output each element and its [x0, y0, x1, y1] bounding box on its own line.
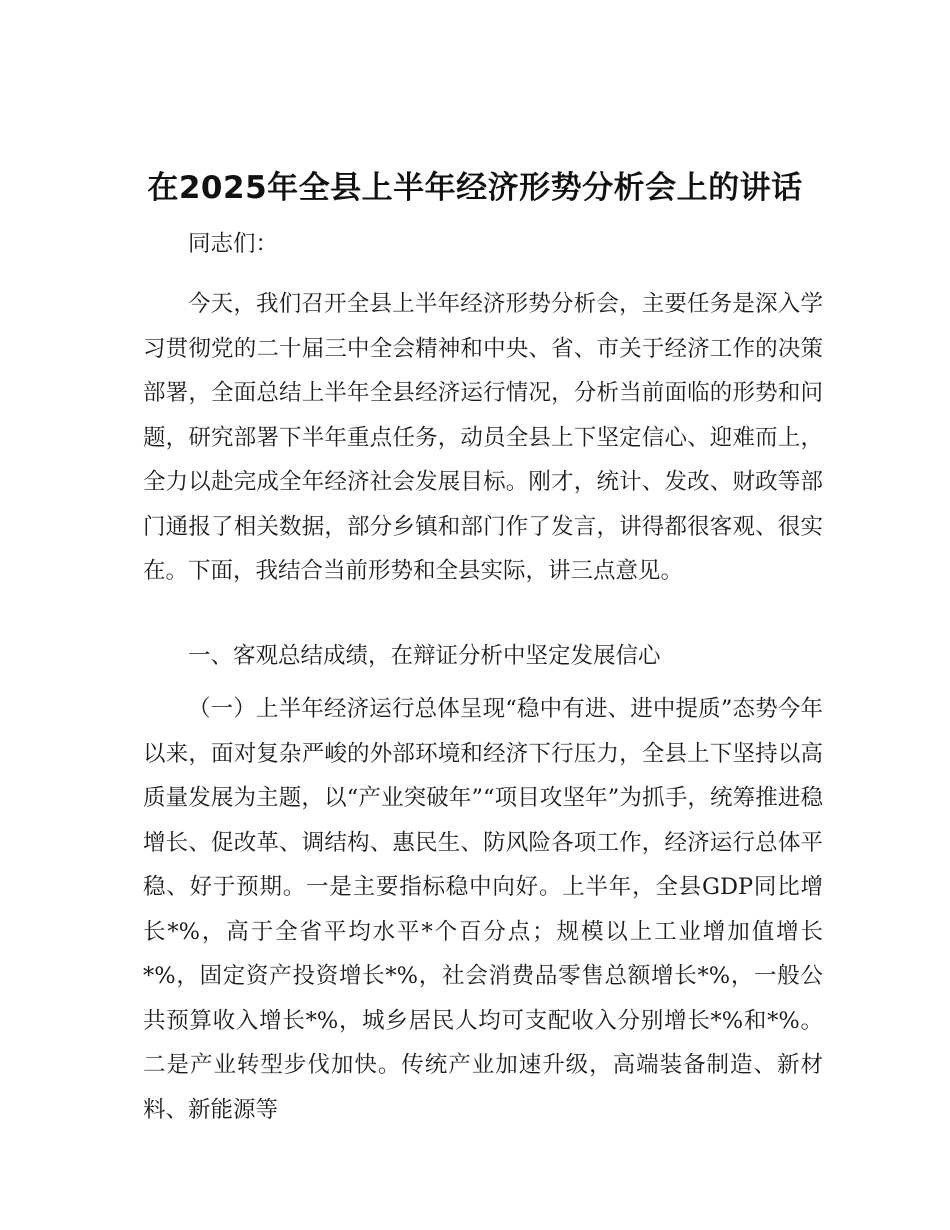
- document-title: 在2025年全县上半年经济形势分析会上的讲话: [147, 170, 803, 206]
- paragraph-subsection-one: （一）上半年经济运行总体呈现“稳中有进、进中提质”态势今年以来，面对复杂严峻的外部环境和经济下行压力，全县上下坚持以高质量发展为主题，以“产业突破年”“项目攻坚年”为抓手，统筹推进稳增长、促改革、调结构、惠民生、防风险各项工作，经济运行总体平稳、好于预期。一是主要指标稳中向好。上半年，全县GDP同比增长*%，高于全省平均水平*个百分点；规模以上工业增加值增长*%，固定资产投资增长*%，社会消费品零售总额增长*%，一般公共预算收入增长*%，城乡居民人均可支配收入分别增长*%和*%。二是产业转型步伐加快。传统产业加速升级，高端装备制造、新材料、新能源等: [143, 696, 823, 1123]
- salutation: 同志们：: [188, 231, 279, 257]
- section-heading-one: 一、客观总结成绩，在辩证分析中坚定发展信心: [188, 643, 661, 669]
- paragraph-opening: 今天，我们召开全县上半年经济形势分析会，主要任务是深入学习贯彻党的二十届三中全会精神和中央、省、市关于经济工作的决策部署，全面总结上半年全县经济运行情况，分析当前面临的形势和问题，研究部署下半年重点任务，动员全县上下坚定信心、迎难而上，全力以赴完成全年经济社会发展目标。刚才，统计、发改、财政等部门通报了相关数据，部分乡镇和部门作了发言，讲得都很客观、很实在。下面，我结合当前形势和全县实际，讲三点意见。: [143, 291, 823, 584]
